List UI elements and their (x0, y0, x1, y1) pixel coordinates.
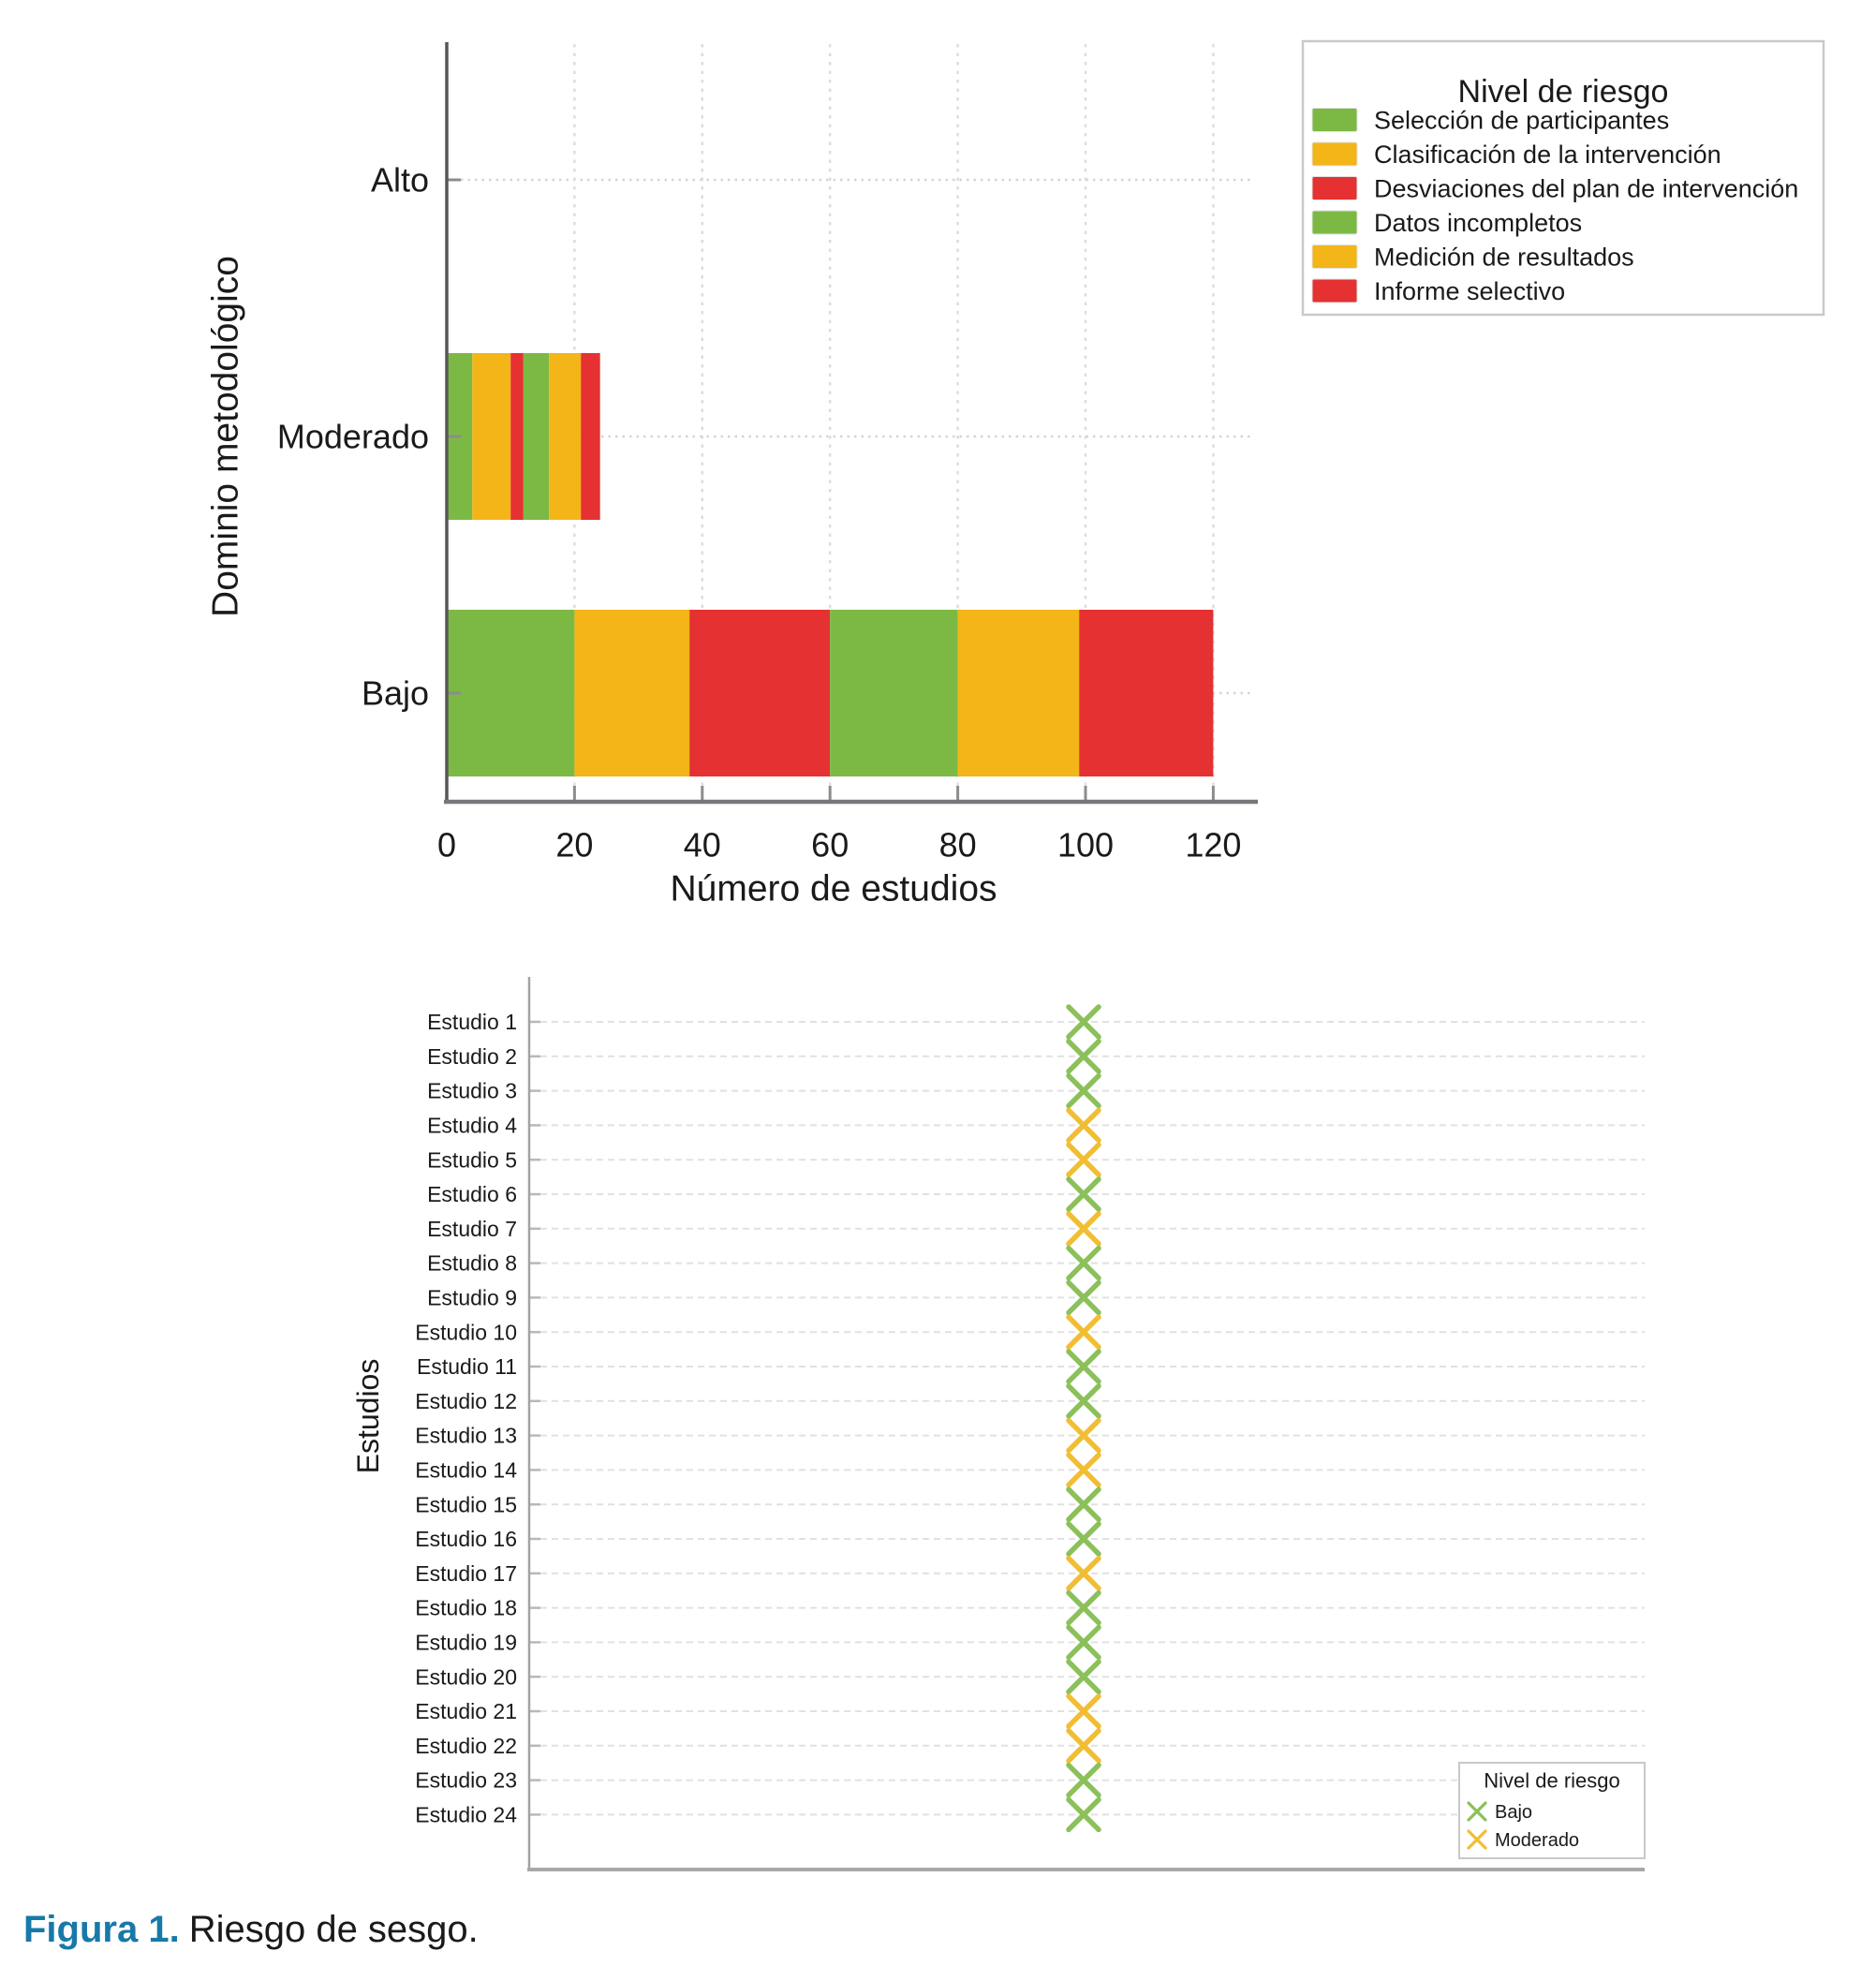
figure-caption (23, 1909, 479, 1951)
bar-segment (472, 353, 510, 520)
study-label: Estudio 13 (415, 1423, 517, 1448)
figure-caption-label: Figura 1. (23, 1909, 180, 1950)
legend-swatch (1312, 245, 1357, 269)
x-tick-label: 40 (683, 825, 721, 865)
x-tick-label: 0 (436, 825, 457, 865)
figure-caption-text: Riesgo de sesgo. (188, 1909, 479, 1950)
study-label: Estudio 5 (427, 1147, 517, 1173)
x-axis-title: Número de estudios (670, 868, 997, 909)
study-label: Estudio 7 (427, 1216, 517, 1241)
bar-segment (574, 610, 689, 776)
bar-segment (958, 610, 1080, 776)
scatter-legend-title: Nivel de riesgo (1484, 1768, 1620, 1793)
scatter-legend-label: Moderado (1495, 1830, 1580, 1851)
bar-segment (830, 610, 957, 776)
legend-entry-label: Desviaciones del plan de intervención (1374, 174, 1799, 203)
x-tick-label: 80 (938, 825, 977, 865)
study-label: Estudio 8 (427, 1250, 517, 1276)
study-label: Estudio 4 (427, 1113, 517, 1138)
bar-legend-title: Nivel de riesgo (1457, 73, 1669, 110)
x-tick-label: 100 (1056, 825, 1115, 865)
bar-segment (447, 610, 574, 776)
study-label: Estudio 21 (415, 1699, 517, 1724)
y-axis-title: Dominio metodológico (205, 256, 246, 617)
legend-swatch (1312, 177, 1357, 200)
x-tick-label: 120 (1185, 825, 1242, 865)
study-label: Estudio 2 (427, 1043, 517, 1069)
bar-segment (689, 610, 830, 776)
x-tick-label: 20 (555, 825, 594, 865)
legend-swatch (1312, 279, 1357, 303)
study-label: Estudio 9 (427, 1285, 517, 1310)
study-label: Estudio 19 (415, 1630, 517, 1655)
category-label: Alto (370, 160, 429, 200)
study-label: Estudio 6 (427, 1182, 517, 1207)
bar-segment (581, 353, 599, 520)
study-label: Estudio 24 (415, 1802, 517, 1827)
category-label: Moderado (276, 417, 429, 456)
legend-swatch (1312, 142, 1357, 166)
study-label: Estudio 3 (427, 1078, 517, 1103)
study-label: Estudio 10 (415, 1320, 517, 1345)
study-label: Estudio 14 (415, 1457, 517, 1483)
legend-entry-label: Medición de resultados (1374, 243, 1634, 272)
study-label: Estudio 15 (415, 1492, 517, 1517)
study-label: Estudio 17 (415, 1560, 517, 1586)
study-label: Estudio 22 (415, 1733, 517, 1758)
legend-entry-label: Datos incompletos (1374, 208, 1583, 237)
bar-segment (510, 353, 524, 520)
category-label: Bajo (361, 673, 429, 713)
study-label: Estudio 11 (417, 1354, 517, 1380)
legend-entry-label: Clasificación de la intervención (1374, 140, 1721, 169)
study-label: Estudio 20 (415, 1664, 517, 1690)
y-axis-title-2: Estudios (351, 1358, 386, 1474)
study-label: Estudio 16 (415, 1527, 517, 1552)
legend-swatch (1312, 211, 1357, 234)
bar-segment (1079, 610, 1213, 776)
legend-entry-label: Selección de participantes (1374, 106, 1670, 135)
legend-swatch (1312, 109, 1357, 132)
bar-segment (549, 353, 581, 520)
bar-segment (524, 353, 549, 520)
study-label: Estudio 12 (415, 1388, 517, 1413)
x-tick-label: 60 (811, 825, 849, 865)
study-label: Estudio 1 (427, 1010, 517, 1035)
study-label: Estudio 18 (415, 1595, 517, 1620)
legend-entry-label: Informe selectivo (1374, 276, 1566, 305)
study-label: Estudio 23 (415, 1767, 517, 1793)
scatter-legend-label: Bajo (1495, 1802, 1533, 1823)
